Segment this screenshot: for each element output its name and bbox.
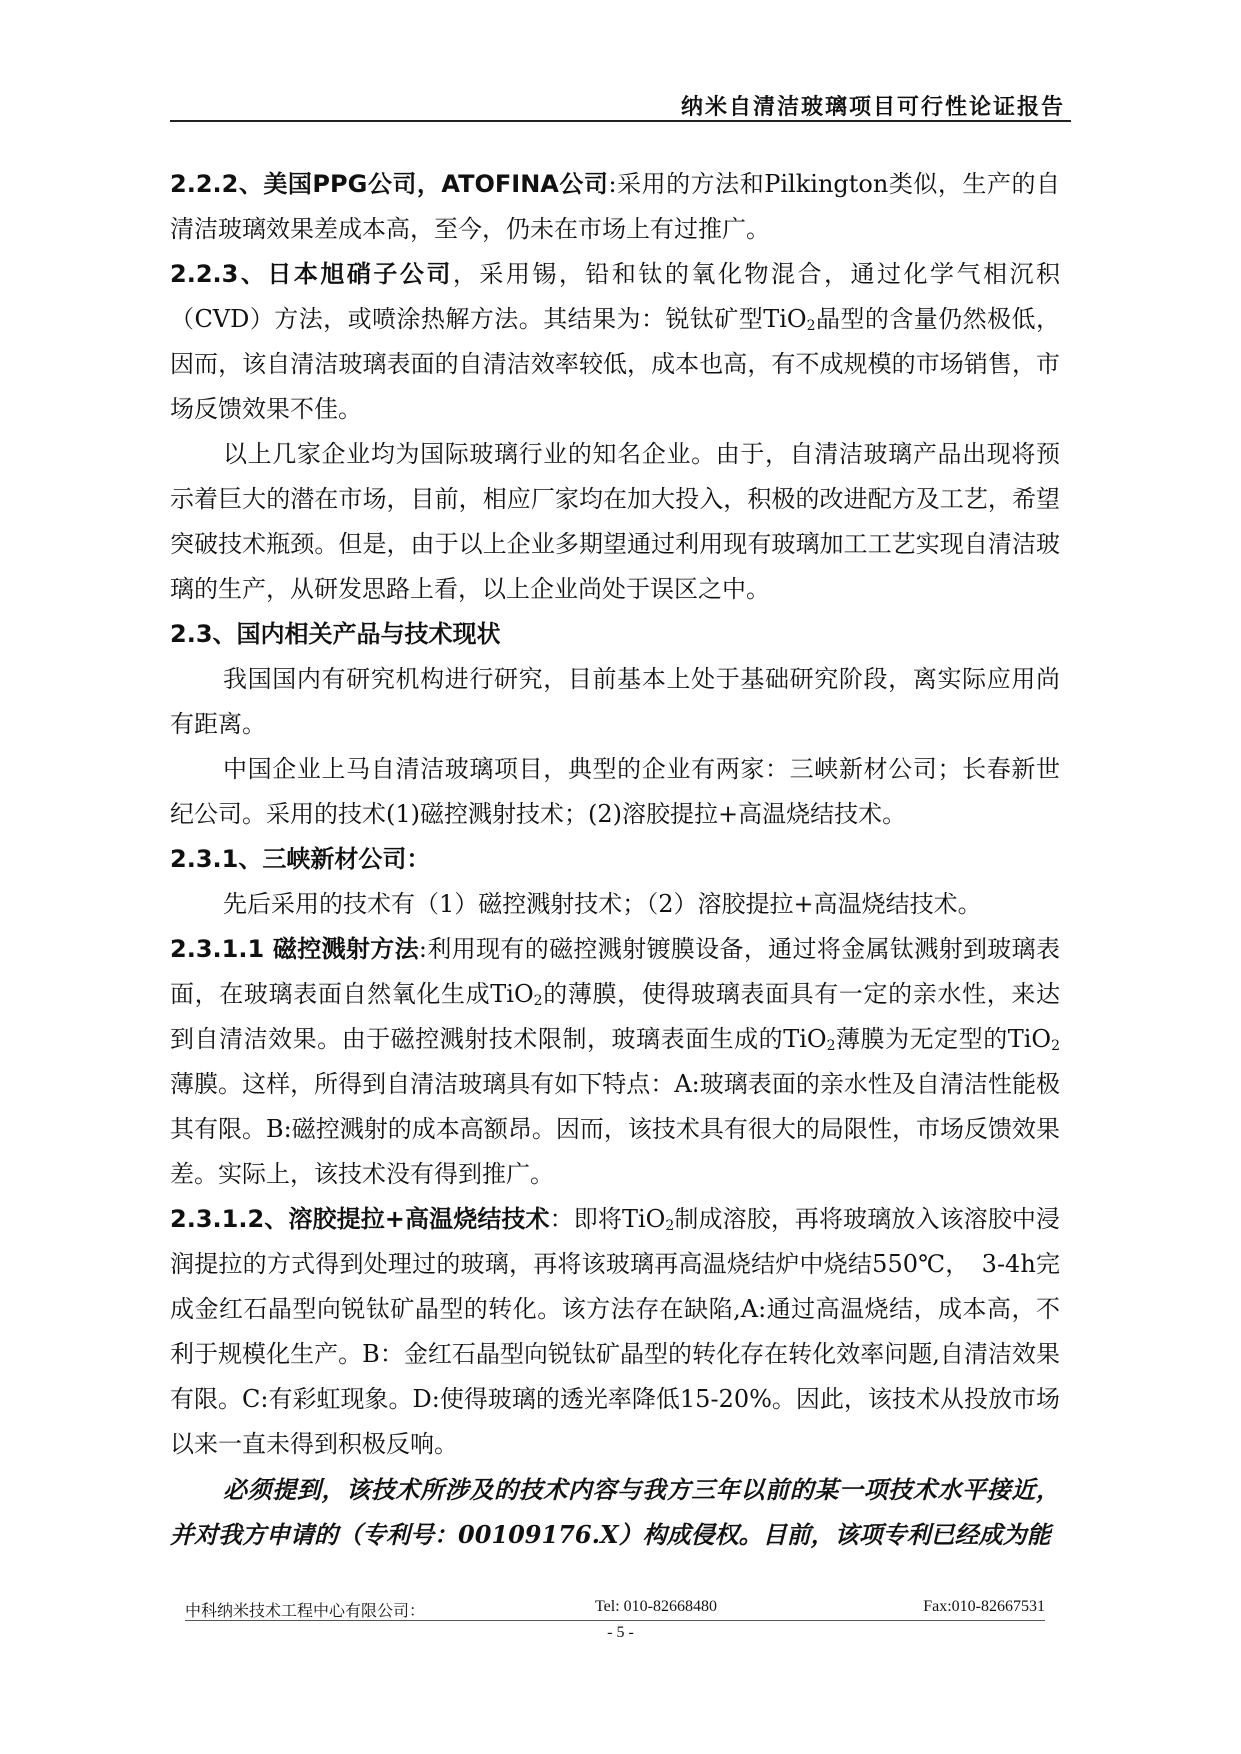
paragraph-techniques: 先后采用的技术有（1）磁控溅射技术；（2）溶胶提拉+高温烧结技术。 bbox=[223, 890, 982, 918]
subscript: 2 bbox=[806, 318, 816, 334]
section-heading: 2.2.2、美国PPG公司，ATOFINA公司 bbox=[170, 170, 609, 198]
section-heading: 2.3.1.1 磁控溅射方法 bbox=[170, 935, 419, 963]
page-number: - 5 - bbox=[607, 1624, 634, 1641]
subscript: 2 bbox=[1051, 1038, 1061, 1054]
paragraph-text: 制成溶胶，再将玻璃放入该溶胶中浸润提拉的方式得到处理过的玻璃，再将该玻璃再高温烧结炉中烧结550℃， 3-4h完成金红石晶型向锐钛矿晶型的转化。该方法存在缺陷,A:通过高温烧结，成本高，不利于规模化生产。B：金红石晶型向锐钛矿晶型的转化存在转化效率问题,自清洁效果有限。C:有彩虹现象。D:使得玻璃的透光率降低15-20%。因此，该技术从投放市场以来一直未得到积极反响。 bbox=[170, 1205, 1061, 1458]
paragraph-2-2-2 bbox=[170, 162, 1060, 252]
paragraph-domestic-research: 我国国内有研究机构进行研究，目前基本上处于基础研究阶段，离实际应用尚有距离。 bbox=[170, 665, 1060, 738]
paragraph-text: 薄膜为无定型的TiO bbox=[835, 1025, 1052, 1053]
paragraph-emphasis: 必须提到，该技术所涉及的技术内容与我方三年以前的某一项技术水平接近，并对我方申请的（专利号：00109176.X）构成侵权。目前，该项专利已经成为能 bbox=[170, 1475, 1060, 1549]
footer-tel: Tel: 010-82668480 bbox=[595, 1598, 717, 1615]
paragraph-text: ：即将TiO bbox=[549, 1205, 666, 1233]
paragraph-text: 薄膜。这样，所得到自清洁玻璃具有如下特点：A:玻璃表面的亲水性及自清洁性能极其有限。B:磁控溅射的成本高额昂。因而，该技术具有很大的局限性，市场反馈效果差。实际上，该技术没有得到推广。 bbox=[170, 1070, 1060, 1188]
paragraph-intl-summary: 以上几家企业均为国际玻璃行业的知名企业。由于，自清洁玻璃产品出现将预示着巨大的潜在市场，目前，相应厂家均在加大投入，积极的改进配方及工艺，希望突破技术瓶颈。但是，由于以上企业多期望通过利用现有玻璃加工工艺实现自清洁玻璃的生产，从研发思路上看，以上企业尚处于误区之中。 bbox=[170, 440, 1060, 603]
section-heading: 2.2.3、日本旭硝子公司 bbox=[170, 260, 453, 288]
subscript: 2 bbox=[826, 1038, 836, 1054]
paragraph-text: 晶型的含量仍然极低，因而，该自清洁玻璃表面的自清洁效率较低，成本也高，有不成规模的市场销售，市场反馈效果不佳。 bbox=[170, 305, 1061, 423]
section-heading: 2.3.1.2、溶胶提拉+高温烧结技术 bbox=[170, 1205, 550, 1233]
footer-fax: Fax:010-82667531 bbox=[923, 1598, 1045, 1615]
paragraph-text: ，采用锡，铅和钛的氧化物混合，通过化学气相沉积（CVD）方法，或喷涂热解方法。其结果为：锐钛矿型TiO bbox=[170, 260, 1060, 333]
header-title: 纳米自清洁玻璃项目可行性论证报告 bbox=[680, 95, 1065, 120]
footer-divider bbox=[185, 1620, 1045, 1621]
subscript: 2 bbox=[665, 1218, 675, 1234]
page-footer bbox=[185, 1598, 1045, 1620]
page-header bbox=[170, 88, 1071, 122]
paragraph-text: :利用现有的磁控溅射镀膜设备，通过将金属钛溅射到玻璃表面，在玻璃表面自然氧化生成TiO bbox=[170, 935, 1060, 1008]
paragraph-2-3-1-2 bbox=[170, 1197, 1060, 1467]
footer-company: 中科纳米技术工程中心有限公司： bbox=[185, 1603, 426, 1620]
section-heading-2-3-1: 2.3.1、三峡新材公司： bbox=[170, 845, 431, 873]
section-heading-2-3: 2.3、国内相关产品与技术现状 bbox=[170, 620, 501, 648]
paragraph-2-2-3 bbox=[170, 252, 1060, 432]
paragraph-text: 的薄膜，使得玻璃表面具有一定的亲水性，来达到自清洁效果。由于磁控溅射技术限制，玻璃表面生成的TiO bbox=[170, 980, 1061, 1053]
paragraph-domestic-companies: 中国企业上马自清洁玻璃项目，典型的企业有两家：三峡新材公司；长春新世纪公司。采用的技术(1)磁控溅射技术；(2)溶胶提拉+高温烧结技术。 bbox=[170, 755, 1060, 828]
subscript: 2 bbox=[533, 993, 543, 1009]
document-body bbox=[170, 162, 1060, 1557]
paragraph-2-3-1-1 bbox=[170, 927, 1060, 1197]
paragraph-text: :采用的方法和Pilkington类似，生产的自清洁玻璃效果差成本高，至今，仍未在市场上有过推广。 bbox=[170, 170, 1060, 243]
